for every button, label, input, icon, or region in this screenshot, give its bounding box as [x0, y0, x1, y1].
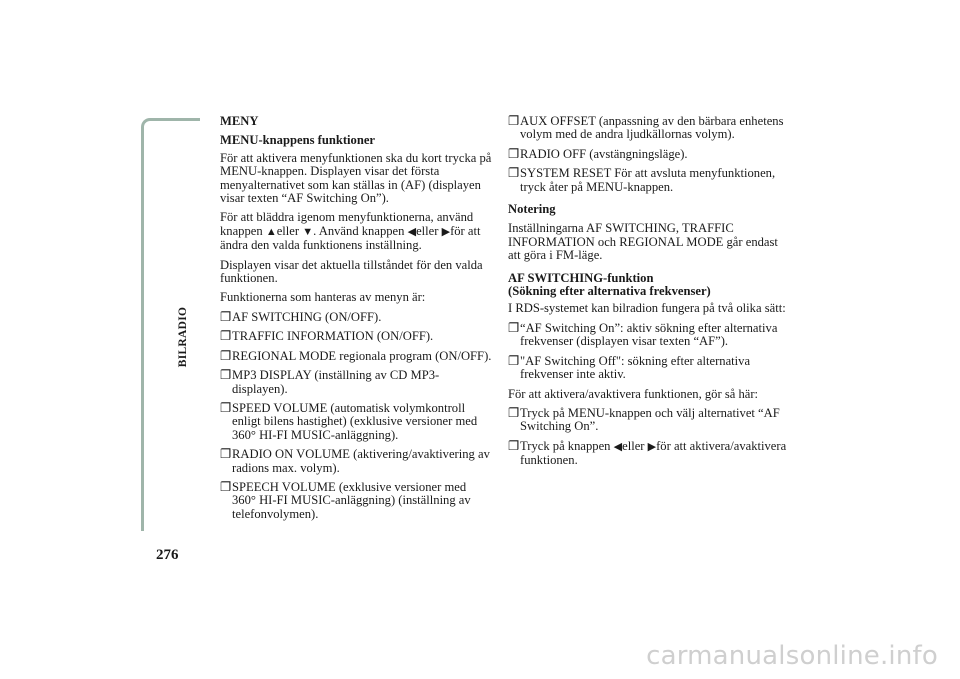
list-item: ❐ "AF Switching Off": sökning efter alternativa frekvenser inte aktiv.	[508, 353, 751, 382]
left-column	[220, 115, 492, 527]
heading-menu-functions: MENU-knappens funktioner	[220, 133, 376, 148]
checkbox-bullet-icon: ❐	[220, 400, 232, 415]
checkbox-bullet-icon: ❐	[508, 405, 520, 420]
list-item: ❐ Tryck på knappen ◀eller ▶för att aktivera/avaktivera funktionen.	[508, 438, 787, 468]
checkbox-bullet-icon: ❐	[220, 447, 232, 462]
paragraph-rds-intro: I RDS-systemet kan bilradion fungera på två olika sätt:	[508, 301, 786, 316]
right-arrow-icon: ▶	[441, 225, 451, 238]
paragraph-note: Inställningarna AF SWITCHING, TRAFFIC INFORMATION och REGIONAL MODE går endast att göra i FM-läge.	[508, 221, 778, 263]
paragraph-display-state: Displayen visar det aktuella tillståndet för den valda funktionen.	[220, 257, 483, 286]
page-number: 276	[156, 547, 179, 563]
checkbox-bullet-icon: ❐	[220, 309, 232, 324]
list-item: ❐ RADIO OFF (avstängningsläge).	[508, 146, 688, 161]
watermark-site: carmanualsonline.info	[646, 641, 938, 671]
right-arrow-icon: ▶	[647, 440, 657, 453]
heading-menu: MENY	[220, 114, 259, 128]
checkbox-bullet-icon: ❐	[220, 329, 232, 344]
checkbox-bullet-icon: ❐	[508, 438, 520, 453]
left-arrow-icon: ◀	[613, 440, 623, 453]
checkbox-bullet-icon: ❐	[220, 368, 232, 383]
paragraph-activate-af: För att aktivera/avaktivera funktionen, gör så här:	[508, 386, 759, 401]
checkbox-bullet-icon: ❐	[508, 320, 520, 335]
up-arrow-icon: ▲	[265, 225, 277, 238]
list-item: ❐ AUX OFFSET (anpassning av den bärbara enhetens volym med de andra ljudkällornas volym).	[508, 114, 784, 142]
right-column	[508, 115, 788, 474]
list-item: ❐ SPEECH VOLUME (exklusive versioner med 360° HI-FI MUSIC-anläggning) (inställning av telefonvolymen).	[220, 479, 471, 521]
checkbox-bullet-icon: ❐	[508, 166, 520, 181]
checkbox-bullet-icon: ❐	[508, 146, 520, 161]
list-item: ❐ RADIO ON VOLUME (aktivering/avaktivering av radions max. volym).	[220, 447, 490, 475]
paragraph-browse-menu: För att bläddra igenom menyfunktionerna, använd knappen ▲eller ▼. Använd knappen ◀eller ▶för att ändra den valda funktionens inställning.	[220, 210, 481, 253]
list-item: ❐ “AF Switching On”: aktiv sökning efter alternativa frekvenser (displayen visar texten “AF”).	[508, 320, 778, 349]
list-item: ❐ SPEED VOLUME (automatisk volymkontroll enligt bilens hastighet) (exklusive versioner med 360° HI-FI MUSIC-anläggning).	[220, 400, 478, 442]
checkbox-bullet-icon: ❐	[220, 348, 232, 363]
list-item: ❐ REGIONAL MODE regionala program (ON/OFF).	[220, 348, 492, 363]
checkbox-bullet-icon: ❐	[508, 353, 520, 368]
checkbox-bullet-icon: ❐	[508, 114, 520, 128]
list-item: ❐ SYSTEM RESET För att avsluta menyfunktionen, tryck åter på MENU-knappen.	[508, 166, 776, 194]
section-title-label: BILRADIO	[177, 306, 189, 368]
list-item: ❐ Tryck på MENU-knappen och välj alternativet “AF Switching On”.	[508, 405, 780, 434]
checkbox-bullet-icon: ❐	[220, 479, 232, 494]
list-item: ❐ TRAFFIC INFORMATION (ON/OFF).	[220, 329, 434, 344]
left-arrow-icon: ◀	[407, 225, 417, 238]
heading-af-switching: AF SWITCHING-funktion (Sökning efter alternativa frekvenser)	[508, 270, 711, 299]
section-title-vertical	[176, 262, 190, 412]
list-item: ❐ MP3 DISPLAY (inställning av CD MP3-displayen).	[220, 368, 440, 396]
paragraph-functions-intro: Funktionerna som hanteras av menyn är:	[220, 290, 426, 305]
section-border-line	[141, 118, 200, 531]
list-item: ❐ AF SWITCHING (ON/OFF).	[220, 309, 382, 324]
heading-note: Notering	[508, 202, 556, 217]
down-arrow-icon: ▼	[302, 225, 314, 238]
paragraph-activate-menu: För att aktivera menyfunktionen ska du kort trycka på MENU-knappen. Displayen visar det första menyalternativet som kan ställas in (AF) (displayen visar texten “AF Switching On”).	[220, 150, 492, 206]
